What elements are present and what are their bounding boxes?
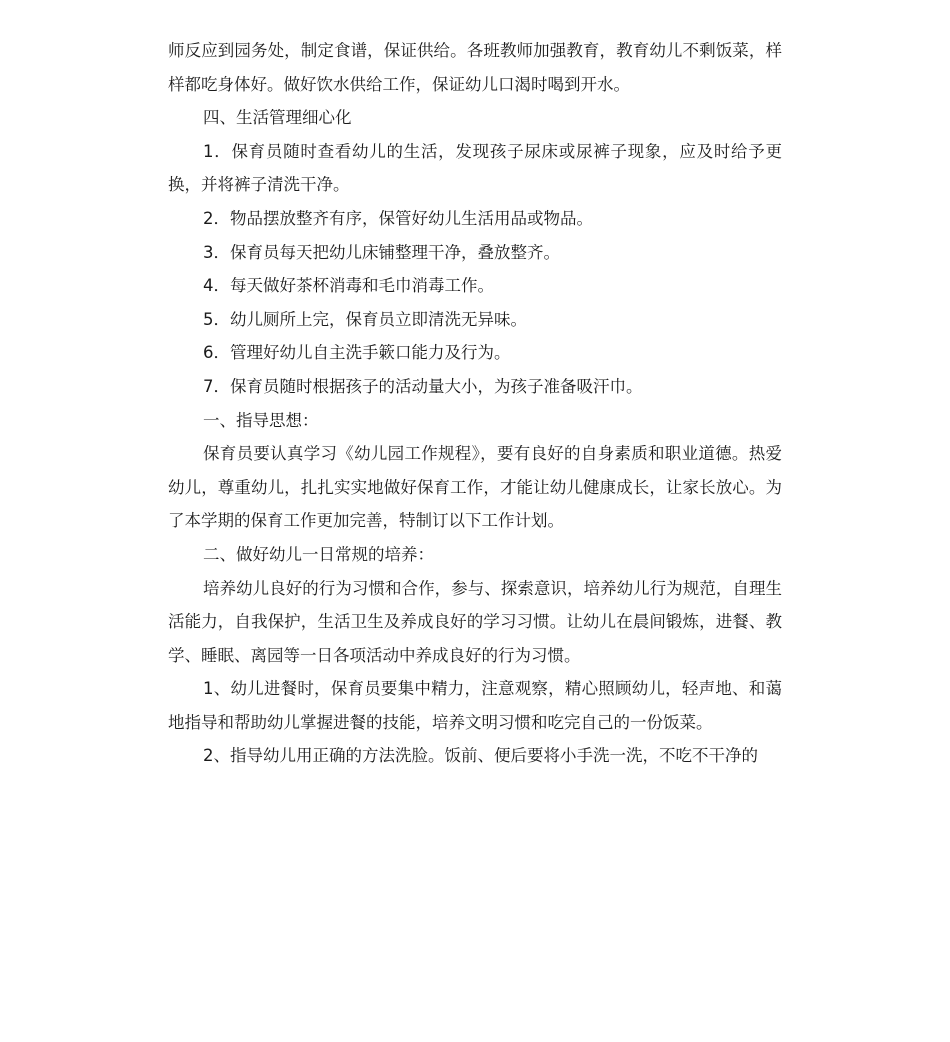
section-heading-guiding-thought: 一、指导思想： [203, 410, 319, 430]
paragraph: 培养幼儿良好的行为习惯和合作，参与、探索意识，培养幼儿行为规范，自理生活能力，自我保护，生活卫生及养成良好的学习习惯。让幼儿在晨间锻炼，进餐、教学、睡眠、离园等一日各项活动中养成良好的行为习惯。 [168, 578, 782, 665]
paragraph: 保育员要认真学习《幼儿园工作规程》，要有良好的自身素质和职业道德。热爱幼儿，尊重幼儿，扎扎实实地做好保育工作，才能让幼儿健康成长，让家长放心。为了本学期的保育工作更加完善，特制订以下工作计划。 [168, 444, 782, 531]
list-item: 7．保育员随时根据孩子的活动量大小，为孩子准备吸汗巾。 [203, 376, 643, 396]
section-heading-daily-routine: 二、做好幼儿一日常规的培养： [203, 544, 434, 564]
section-heading-life-management: 四、生活管理细心化 [203, 108, 352, 128]
list-item: 5．幼儿厕所上完，保育员立即清洗无异味。 [203, 309, 527, 329]
list-item: 2、指导幼儿用正确的方法洗脸。饭前、便后要将小手洗一洗，不吃不干净的 [203, 746, 758, 766]
list-item: 1．保育员随时查看幼儿的生活，发现孩子尿床或尿裤子现象，应及时给予更换，并将裤子清洗干净。 [168, 141, 782, 195]
list-item: 3．保育员每天把幼儿床铺整理干净，叠放整齐。 [203, 242, 560, 262]
list-item: 4．每天做好茶杯消毒和毛巾消毒工作。 [203, 276, 494, 296]
paragraph-continuation: 师反应到园务处，制定食谱，保证供给。各班教师加强教育，教育幼儿不剩饭菜，样样都吃身体好。做好饮水供给工作，保证幼儿口渴时喝到开水。 [168, 41, 782, 94]
document-page [168, 34, 782, 773]
list-item: 6．管理好幼儿自主洗手簌口能力及行为。 [203, 343, 511, 363]
list-item: 2．物品摆放整齐有序，保管好幼儿生活用品或物品。 [203, 208, 593, 228]
list-item: 1、幼儿进餐时，保育员要集中精力，注意观察，精心照顾幼儿，轻声地、和蔼地指导和帮助幼儿掌握进餐的技能，培养文明习惯和吃完自己的一份饭菜。 [168, 679, 782, 732]
